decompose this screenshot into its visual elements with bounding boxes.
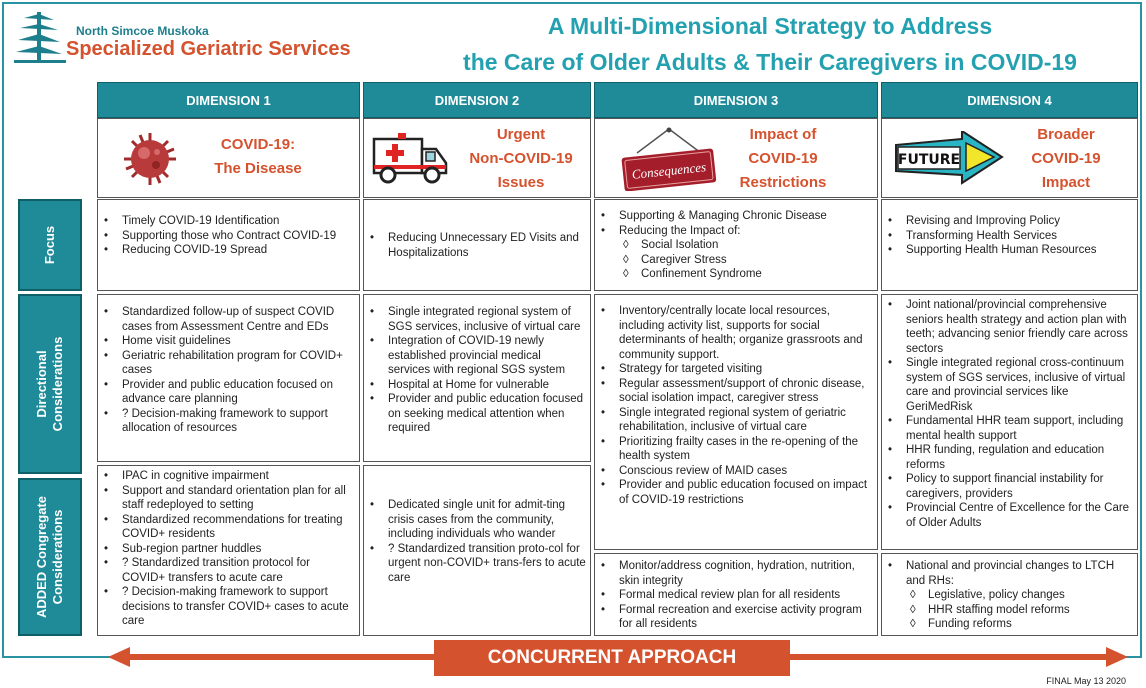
org-line: North Simcoe Muskoka xyxy=(76,24,209,38)
list-item: • Joint national/provincial comprehensive seniors health strategy and action plan with teeth; advancing senior friendly care across sectors xyxy=(888,298,1133,356)
list-item: • Revising and Improving Policy xyxy=(888,214,1133,229)
list-item: • Integration of COVID-19 newly established provincial medical services with regional SGS system xyxy=(370,334,586,378)
list-item: • ? Decision-making framework to support allocation of resources xyxy=(104,407,355,436)
virus-icon xyxy=(120,129,180,189)
list-item: • ? Decision-making framework to support decisions to transfer COVID+ cases to acute care xyxy=(104,585,355,629)
list-item: • Support and standard orientation plan for all staff redeployed to setting xyxy=(104,484,355,513)
dimension-3-title: Impact of COVID-19 Restrictions xyxy=(739,126,827,191)
dimension-1-header: DIMENSION 1 xyxy=(97,82,360,118)
list-item: • Single integrated regional system of geriatric rehabilitation, inclusive of virtual care xyxy=(601,406,873,435)
list-subitem: ◊ Legislative, policy changes xyxy=(888,588,1133,603)
directional-dim2 xyxy=(363,294,591,462)
congregate-dim3 xyxy=(594,553,878,636)
list-subitem: ◊ Caregiver Stress xyxy=(601,253,873,268)
dimension-2-header: DIMENSION 2 xyxy=(363,82,591,118)
dimension-3-header: DIMENSION 3 xyxy=(594,82,878,118)
list-item: • Dedicated single unit for admit-ting crisis cases from the community, including individuals who wander xyxy=(370,498,586,542)
list-subitem: ◊ Funding reforms xyxy=(888,617,1133,632)
list-subitem: ◊ Confinement Syndrome xyxy=(601,267,873,282)
list-item: • Timely COVID-19 Identification xyxy=(104,214,355,229)
congregate-dim4 xyxy=(881,553,1138,636)
dimension-4-header: DIMENSION 4 xyxy=(881,82,1138,118)
row-label-directional: Directional Considerations xyxy=(18,294,82,474)
congregate-dim2 xyxy=(363,465,591,636)
row-label-focus: Focus xyxy=(18,199,82,291)
directional-dim4 xyxy=(881,294,1138,550)
consequences-sign-icon xyxy=(619,127,719,191)
list-item: • ? Standardized transition protocol for COVID+ transfers to acute care xyxy=(104,556,355,585)
focus-dim3 xyxy=(594,199,878,291)
directional-dim3 xyxy=(594,294,878,550)
dimension-4-title: Broader COVID-19 Impact xyxy=(1031,126,1101,191)
dimension-2-title-box xyxy=(363,118,591,198)
consequences-sign-text: Consequences xyxy=(631,159,707,182)
list-item: • IPAC in cognitive impairment xyxy=(104,469,355,484)
future-sign-text: FUTURE xyxy=(897,152,961,168)
ambulance-icon xyxy=(372,131,450,189)
list-item: • Geriatric rehabilitation program for COVID+ cases xyxy=(104,349,355,378)
list-item: • Home visit guidelines xyxy=(104,334,355,349)
directional-dim1 xyxy=(97,294,360,462)
focus-dim1 xyxy=(97,199,360,291)
dimension-1-title-box xyxy=(97,118,360,198)
tree-logo-icon xyxy=(14,10,66,66)
title-line-1: A Multi-Dimensional Strategy to Address xyxy=(547,13,993,39)
list-item: • Supporting Health Human Resources xyxy=(888,243,1133,258)
focus-dim4 xyxy=(881,199,1138,291)
list-item: • Strategy for targeted visiting xyxy=(601,362,873,377)
list-subitem: ◊ HHR staffing model reforms xyxy=(888,603,1133,618)
list-item: • Provider and public education focused on seeking medical attention when required xyxy=(370,392,586,436)
focus-dim2 xyxy=(363,199,591,291)
page-title xyxy=(400,8,1140,80)
dimension-4-title-box xyxy=(881,118,1138,198)
congregate-dim1 xyxy=(97,465,360,636)
list-item: • Formal recreation and exercise activity program for all residents xyxy=(601,603,873,632)
logo xyxy=(14,10,374,70)
list-item: • Supporting those who Contract COVID-19 xyxy=(104,229,355,244)
dimension-2-title: Urgent Non-COVID-19 Issues xyxy=(469,126,573,191)
list-item: • Monitor/address cognition, hydration, nutrition, skin integrity xyxy=(601,559,873,588)
list-item: • Single integrated regional system of SGS services, inclusive of virtual care xyxy=(370,305,586,334)
list-item: • Prioritizing frailty cases in the re-opening of the health system xyxy=(601,435,873,464)
list-item: • Regular assessment/support of chronic disease, social isolation impact, caregiver stress xyxy=(601,377,873,406)
list-item: • Inventory/centrally locate local resources, including activity list, supports for social determinants of health; organize grassroots and community support. xyxy=(601,304,873,362)
list-item: • Standardized follow-up of suspect COVID cases from Assessment Centre and EDs xyxy=(104,305,355,334)
concurrent-approach-label: CONCURRENT APPROACH xyxy=(434,640,790,676)
list-item: • Reducing the Impact of: xyxy=(601,224,873,239)
list-item: • Reducing Unnecessary ED Visits and Hospitalizations xyxy=(370,231,586,260)
list-item: • Hospital at Home for vulnerable xyxy=(370,378,586,393)
list-item: • Standardized recommendations for treating COVID+ residents xyxy=(104,513,355,542)
row-label-congregate: ADDED Congregate Considerations xyxy=(18,478,82,636)
list-item: • Reducing COVID-19 Spread xyxy=(104,243,355,258)
list-item: • Transforming Health Services xyxy=(888,229,1133,244)
list-item: • Policy to support financial instability for caregivers, providers xyxy=(888,472,1133,501)
list-item: • Sub-region partner huddles xyxy=(104,542,355,557)
version-label: FINAL May 13 2020 xyxy=(1046,676,1126,686)
list-item: • Supporting & Managing Chronic Disease xyxy=(601,209,873,224)
list-item: • ? Standardized transition proto-col for urgent non-COVID+ trans-fers to acute care xyxy=(370,542,586,586)
list-item: • Provider and public education focused on impact of COVID-19 restrictions xyxy=(601,478,873,507)
list-item: • National and provincial changes to LTCH and RHs: xyxy=(888,559,1133,588)
list-item: • Provincial Centre of Excellence for the Care of Older Adults xyxy=(888,501,1133,530)
list-item: • Fundamental HHR team support, including mental health support xyxy=(888,414,1133,443)
list-item: • Formal medical review plan for all residents xyxy=(601,588,873,603)
list-item: • HHR funding, regulation and education reforms xyxy=(888,443,1133,472)
dimension-1-title: COVID-19: The Disease xyxy=(214,136,302,177)
list-subitem: ◊ Social Isolation xyxy=(601,238,873,253)
future-sign-icon xyxy=(892,131,1004,187)
list-item: • Conscious review of MAID cases xyxy=(601,464,873,479)
dimension-3-title-box xyxy=(594,118,878,198)
list-item: • Single integrated regional cross-continuum system of SGS services, inclusive of virtual care and provincial services like GeriMedRisk xyxy=(888,356,1133,414)
title-line-2: the Care of Older Adults & Their Caregivers in COVID-19 xyxy=(463,49,1077,75)
org-name: Specialized Geriatric Services xyxy=(66,38,351,60)
list-item: • Provider and public education focused on advance care planning xyxy=(104,378,355,407)
